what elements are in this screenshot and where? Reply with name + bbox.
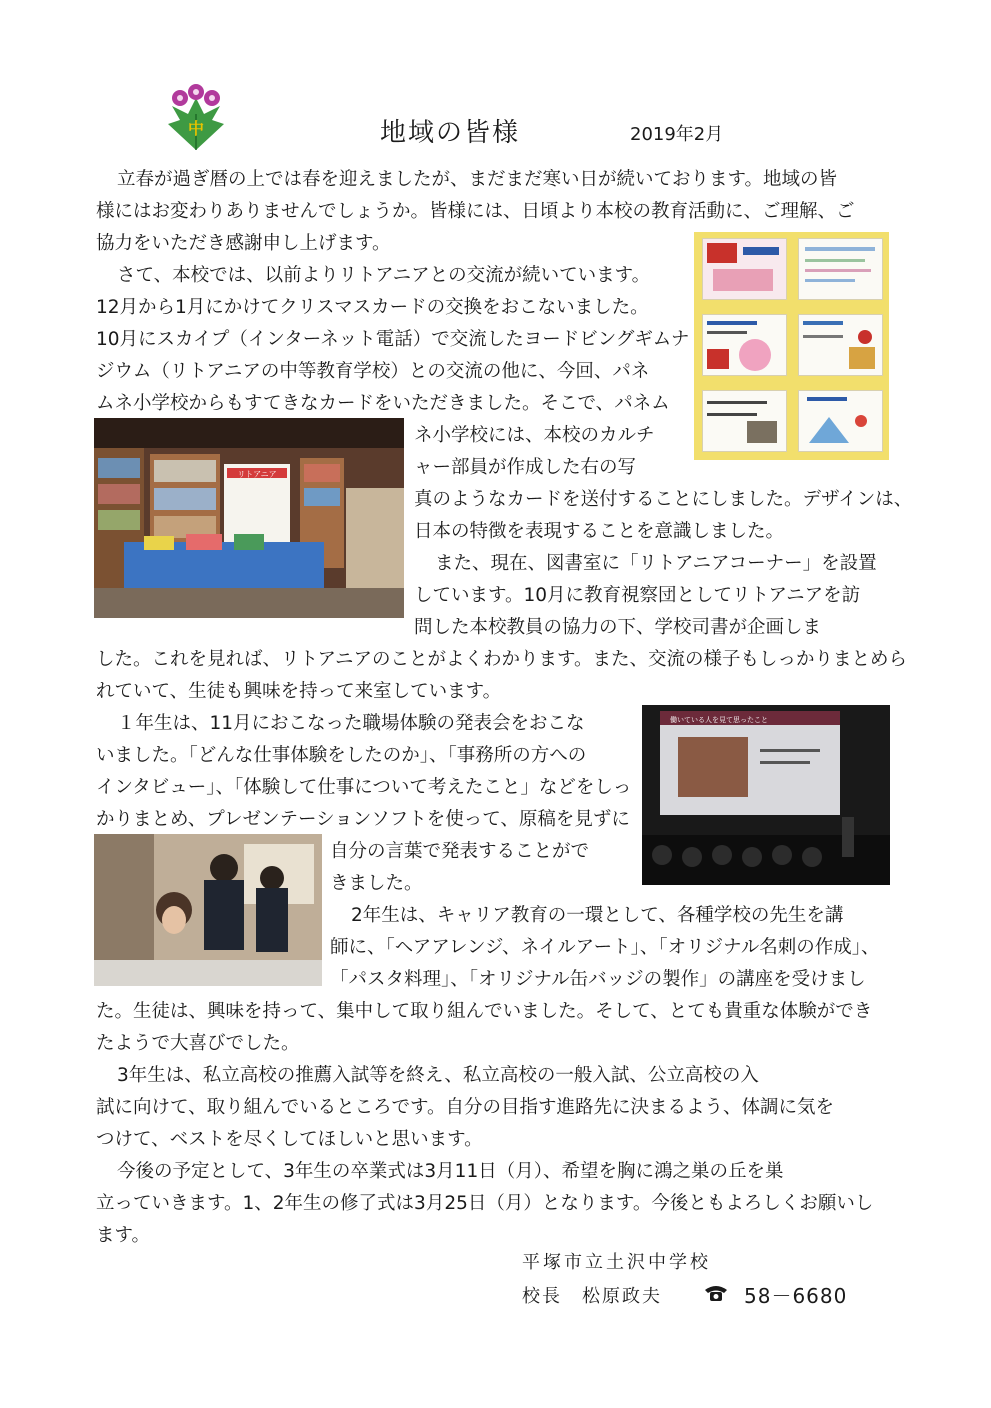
body-line: 様にはお変わりありませんでしょうか。皆様には、日頃より本校の教育活動に、ご理解、ご (96, 201, 855, 222)
body-line: 立っていきます。1、2年生の修了式は3月25日（月）となります。今後ともよろしくお願いし (96, 1193, 874, 1214)
body-line: 3年生は、私立高校の推薦入試等を終え、私立高校の一般入試、公立高校の入 (117, 1065, 759, 1086)
body-line: しています。10月に教育視察団としてリトアニアを訪 (414, 585, 861, 606)
body-line: つけて、ベストを尽くしてほしいと思います。 (96, 1129, 483, 1150)
presentation-photo (642, 705, 890, 885)
body-line: 10月にスカイプ（インターネット電話）で交流したヨードビングギムナ (96, 329, 690, 350)
phone-number: 58－6680 (744, 1284, 848, 1308)
body-line: 試に向けて、取り組んでいるところです。自分の目指す進路先に決まるよう、体調に気を (96, 1097, 834, 1118)
body-line: インタビュー」、「体験して仕事について考えたこと」などをしっ (96, 777, 632, 798)
body-line: ャー部員が作成した右の写 (414, 457, 637, 478)
hair-arrangement-class-photo (94, 834, 322, 986)
body-line: ジウム（リトアニアの中等教育学校）との交流の他に、今回、パネ (96, 361, 650, 382)
body-line: ムネ小学校からもすてきなカードをいただきました。そこで、パネム (96, 393, 670, 414)
body-line: 師に、「ヘアアレンジ、ネイルアート」、「オリジナル名刺の作成」、 (330, 937, 880, 958)
school-emblem-icon (158, 84, 234, 154)
library-sign-label: リトアニア (237, 470, 277, 479)
body-line: れていて、生徒も興味を持って来室しています。 (96, 681, 502, 702)
body-line: 「パスタ料理」、「オリジナル缶バッジの製作」の講座を受けまし (330, 969, 866, 990)
telephone-icon (703, 1282, 729, 1304)
body-line: また、現在、図書室に「リトアニアコーナー」を設置 (435, 553, 877, 574)
school-name: 平塚市立土沢中学校 (522, 1252, 711, 1273)
body-line: さて、本校では、以前よりリトアニアとの交流が続いています。 (117, 265, 651, 286)
body-line: 立春が過ぎ暦の上では春を迎えましたが、まだまだ寒い日が続いております。地域の皆 (117, 169, 838, 190)
body-line: １年生は、11月におこなった職場体験の発表会をおこな (117, 713, 585, 734)
emblem-mark: 中 (187, 119, 205, 138)
body-line: 12月から1月にかけてクリスマスカードの交換をおこないました。 (96, 297, 649, 318)
body-line: 日本の特徴を表現することを意識しました。 (414, 521, 785, 542)
body-line: いました。「どんな仕事体験をしたのか」、「事務所の方への (96, 745, 587, 766)
body-line: 2年生は、キャリア教育の一環として、各種学校の先生を講 (351, 905, 844, 926)
body-line: 今後の予定として、3年生の卒業式は3月11日（月）、希望を胸に鴻之巣の丘を巣 (117, 1161, 784, 1182)
body-line: した。これを見れば、リトアニアのことがよくわかります。また、交流の様子もしっかりまとめら (96, 649, 908, 670)
slide-title: 働いている人を見て思ったこと (670, 716, 768, 724)
body-line: 自分の言葉で発表することがで (330, 841, 590, 862)
principal-name: 校長 松原政夫 (522, 1286, 662, 1307)
body-line: 真のようなカードを送付することにしました。デザインは、 (414, 489, 913, 510)
christmas-cards-photo (694, 232, 889, 460)
body-line: た。生徒は、興味を持って、集中して取り組んでいました。そして、とても貴重な体験ができ (96, 1001, 873, 1022)
body-line: ネ小学校には、本校のカルチ (414, 425, 655, 446)
body-line: きました。 (330, 873, 423, 894)
body-line: たようで大喜びでした。 (96, 1033, 300, 1054)
library-corner-photo (94, 418, 404, 618)
body-line: ます。 (96, 1225, 151, 1246)
body-line: かりまとめ、プレゼンテーションソフトを使って、原稿を見ずに (96, 809, 630, 830)
issue-date: 2019年2月 (630, 124, 724, 145)
page-title: 地域の皆様 (380, 118, 521, 148)
body-line: 問した本校教員の協力の下、学校司書が企画しま (414, 617, 822, 638)
body-line: 協力をいただき感謝申し上げます。 (96, 233, 391, 254)
